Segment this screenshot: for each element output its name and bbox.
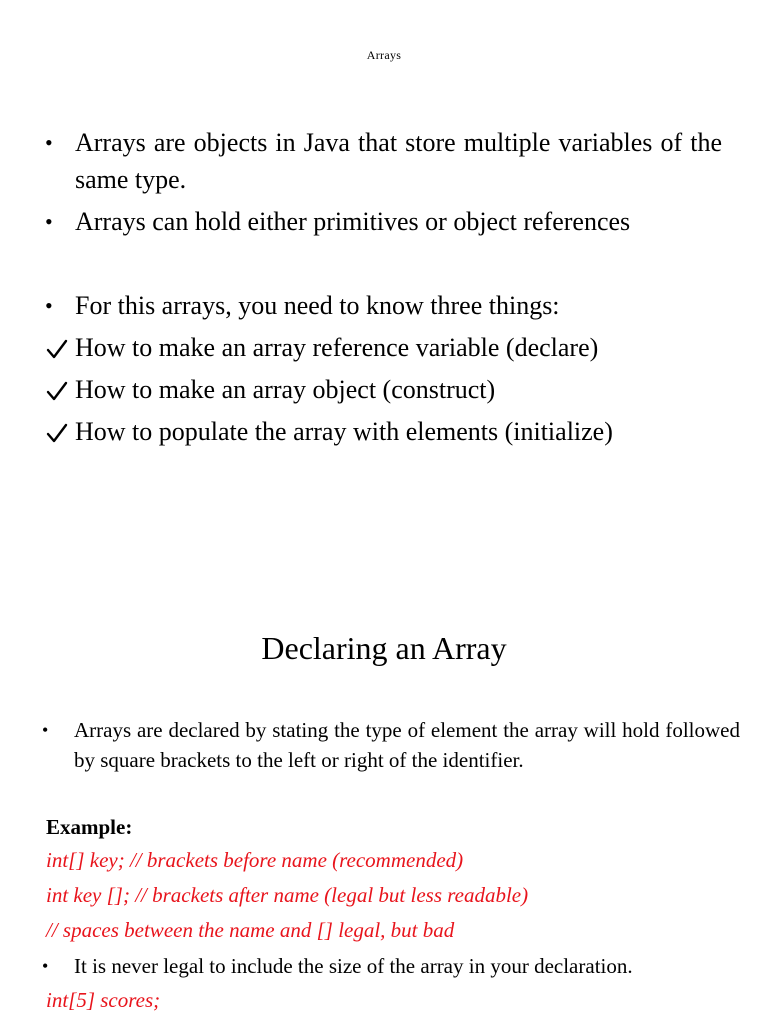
- bullet-icon: •: [42, 956, 49, 976]
- checkmark-icon: [46, 417, 76, 454]
- intro-bullet-1-text: Arrays are objects in Java that store multiple variables of the same type.: [75, 128, 722, 194]
- bullet-icon: •: [45, 293, 53, 318]
- code-line: int key []; // brackets after name (legal but less readable): [46, 883, 529, 907]
- intro-bullet-2: [42, 203, 722, 240]
- checkmark-icon: [46, 333, 76, 370]
- bullet-icon: •: [45, 130, 53, 155]
- section-title: Declaring an Array: [261, 630, 507, 666]
- intro-bullet-3: [42, 287, 722, 324]
- declaring-bullet-1-text: Arrays are declared by stating the type of element the array will hold followed by square brackets to the left or right of the identifier.: [74, 718, 740, 772]
- intro-bullet-3-text: For this arrays, you need to know three things:: [75, 291, 560, 320]
- check-item-initialize: [42, 413, 722, 450]
- check-item-construct: [42, 371, 722, 408]
- check-item-text: How to populate the array with elements (initialize): [75, 417, 613, 446]
- code-line: // spaces between the name and [] legal, but bad: [46, 918, 455, 942]
- bullet-icon: •: [45, 209, 53, 234]
- check-item-text: How to make an array object (construct): [75, 375, 496, 404]
- declaring-bullet-2-text: It is never legal to include the size of the array in your declaration.: [74, 954, 633, 978]
- code-line: int[] key; // brackets before name (recommended): [46, 848, 464, 872]
- intro-bullet-2-text: Arrays can hold either primitives or object references: [75, 207, 631, 236]
- declaring-bullet-2: [42, 951, 740, 981]
- check-item-declare: [42, 329, 722, 366]
- checkmark-icon: [46, 375, 76, 412]
- example-label: Example:: [46, 815, 133, 839]
- intro-bullet-1: [42, 124, 722, 198]
- code-line: int[5] scores;: [46, 988, 161, 1012]
- bullet-icon: •: [42, 720, 49, 740]
- declaring-bullet-1: [42, 715, 740, 775]
- check-item-text: How to make an array reference variable (declare): [75, 333, 599, 362]
- page-header: Arrays: [366, 48, 402, 62]
